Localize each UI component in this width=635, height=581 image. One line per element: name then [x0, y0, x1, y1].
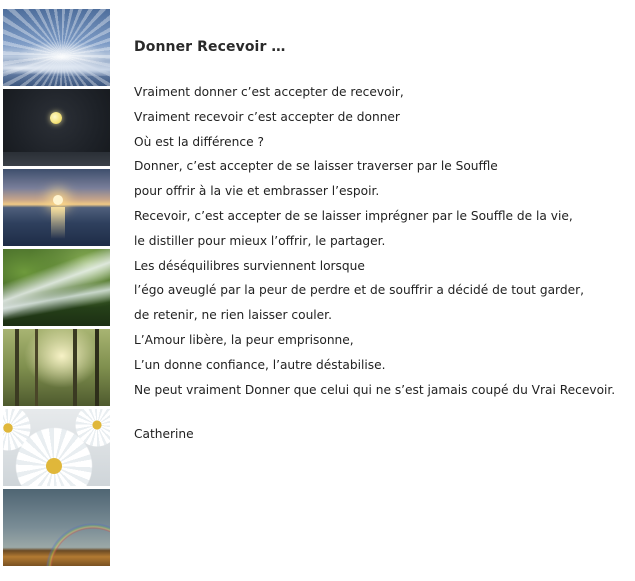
poem-line: L’un donne confiance, l’autre déstabilise.	[134, 357, 386, 372]
poem-line: Où est la différence ?	[134, 134, 264, 149]
poem-line: Recevoir, c’est accepter de se laisser imprégner par le Souffle de la vie,	[134, 208, 573, 223]
poem-line: Vraiment recevoir c’est accepter de donner	[134, 109, 400, 124]
poem-line: le distiller pour mieux l’offrir, le partager.	[134, 233, 386, 248]
poem-line: L’Amour libère, la peur emprisonne,	[134, 332, 354, 347]
article-title: Donner Recevoir …	[134, 39, 286, 55]
poem-line: de retenir, ne rien laisser couler.	[134, 308, 332, 323]
sky-rays-image	[3, 9, 110, 86]
image-column	[3, 9, 110, 569]
poem-line: Donner, c’est accepter de se laisser traverser par le Souffle	[134, 159, 498, 174]
poem-line: pour offrir à la vie et embrasser l’espoir.	[134, 184, 380, 199]
poem-line: Les déséquilibres surviennent lorsque	[134, 258, 365, 273]
poem-text	[134, 80, 615, 402]
rainbow-image	[3, 489, 110, 566]
sunlit-forest-image	[3, 329, 110, 406]
moon-image	[3, 89, 110, 166]
sunset-sea-image	[3, 169, 110, 246]
poem-line: Ne peut vraiment Donner que celui qui ne s’est jamais coupé du Vrai Recevoir.	[134, 382, 616, 397]
poem-line: l’égo aveuglé par la peur de perdre et de souffrir a décidé de tout garder,	[134, 283, 584, 298]
poem-line: Vraiment donner c’est accepter de recevoir,	[134, 85, 404, 99]
signature: Catherine	[134, 427, 194, 441]
daisies-image	[3, 409, 110, 486]
waterfall-forest-image	[3, 249, 110, 326]
